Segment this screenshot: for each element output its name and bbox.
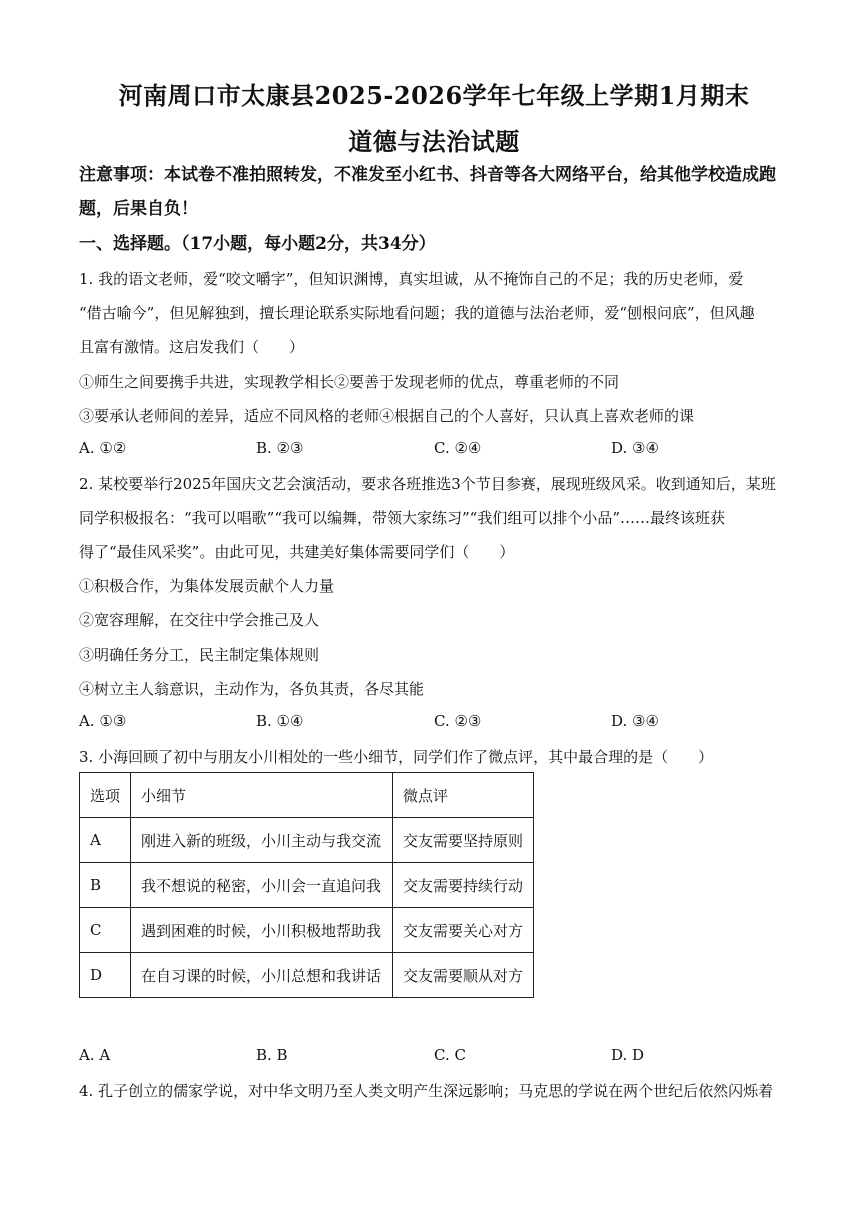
question-2-statement-2: ②宽容理解，在交往中学会推己及人 xyxy=(79,611,320,629)
option-a: A. ①③ xyxy=(79,712,127,730)
table-header-cell: 小细节 xyxy=(131,773,393,818)
table-row xyxy=(80,818,534,863)
option-b: B. ①④ xyxy=(256,712,304,730)
table-cell: 我不想说的秘密，小川会一直追问我 xyxy=(131,863,393,908)
option-c: C. ②④ xyxy=(434,439,482,457)
question-4-line-1: 4. 孔子创立的儒家学说，对中华文明乃至人类文明产生深远影响；马克思的学说在两个世纪后依然闪烁着 xyxy=(79,1082,774,1100)
section-heading: 一、选择题。（17小题，每小题2分，共34分） xyxy=(79,234,436,254)
table-cell: A xyxy=(80,818,131,863)
question-2-statement-1: ①积极合作，为集体发展贡献个人力量 xyxy=(79,577,335,595)
question-2-statement-4: ④树立主人翁意识，主动作为，各负其责，各尽其能 xyxy=(79,680,425,698)
table-header-row xyxy=(80,773,534,818)
table-row xyxy=(80,953,534,998)
question-2-options xyxy=(79,712,799,732)
table-header-cell: 选项 xyxy=(80,773,131,818)
question-2-line-2: 同学积极报名：“我可以唱歌”“我可以编舞，带领大家练习”“我们组可以排个小品”……最终该班获 xyxy=(79,509,726,527)
option-d: D. D xyxy=(611,1046,645,1064)
exam-subject-title: 道德与法治试题 xyxy=(348,127,520,156)
table-cell: 交友需要顺从对方 xyxy=(393,953,534,998)
table-cell: 刚进入新的班级，小川主动与我交流 xyxy=(131,818,393,863)
question-1-line-1: 1. 我的语文老师，爱“咬文嚼字”，但知识渊博，真实坦诚，从不掩饰自己的不足；我的历史老师，爱 xyxy=(79,270,744,288)
question-3-options xyxy=(79,1046,799,1066)
table-cell: 交友需要关心对方 xyxy=(393,908,534,953)
question-2-line-1: 2. 某校要举行2025年国庆文艺会演活动，要求各班推选3个节目参赛，展现班级风采。收到通知后，某班 xyxy=(79,475,776,493)
question-3-line-1: 3. 小海回顾了初中与朋友小川相处的一些小细节，同学们作了微点评，其中最合理的是（ ） xyxy=(79,748,714,766)
question-3-table xyxy=(79,772,534,998)
option-b: B. ②③ xyxy=(256,439,304,457)
option-c: C. ②③ xyxy=(434,712,482,730)
table-cell: 遇到困难的时候，小川积极地帮助我 xyxy=(131,908,393,953)
question-1-line-3: 且富有激情。这启发我们（ ） xyxy=(79,338,305,356)
table-cell: 在自习课的时候，小川总想和我讲话 xyxy=(131,953,393,998)
question-1-statement-1: ①师生之间要携手共进，实现教学相长②要善于发现老师的优点，尊重老师的不同 xyxy=(79,373,620,391)
question-2-statement-3: ③明确任务分工，民主制定集体规则 xyxy=(79,646,320,664)
table-header-cell: 微点评 xyxy=(393,773,534,818)
option-d: D. ③④ xyxy=(611,712,659,730)
table-cell: D xyxy=(80,953,131,998)
question-1-line-2: “借古喻今”，但见解独到，擅长理论联系实际地看问题；我的道德与法治老师，爱“刨根问底”，但风趣 xyxy=(79,304,755,322)
notice-text: 注意事项：本试卷不准拍照转发，不准发至小红书、抖音等各大网络平台，给其他学校造成跑题，后果自负！ xyxy=(79,165,776,219)
table-cell: B xyxy=(80,863,131,908)
exam-title: 河南周口市太康县2025-2026学年七年级上学期1月期末 xyxy=(118,81,750,110)
option-a: A. A xyxy=(79,1046,111,1064)
question-1-statement-2: ③要承认老师间的差异，适应不同风格的老师④根据自己的个人喜好，只认真上喜欢老师的课 xyxy=(79,407,695,425)
option-c: C. C xyxy=(434,1046,466,1064)
question-2-line-3: 得了“最佳风采奖”。由此可见，共建美好集体需要同学们（ ） xyxy=(79,543,515,561)
table-cell: 交友需要坚持原则 xyxy=(393,818,534,863)
option-b: B. B xyxy=(256,1046,288,1064)
table-cell: C xyxy=(80,908,131,953)
table-row xyxy=(80,863,534,908)
table-row xyxy=(80,908,534,953)
option-d: D. ③④ xyxy=(611,439,659,457)
option-a: A. ①② xyxy=(79,439,127,457)
table-cell: 交友需要持续行动 xyxy=(393,863,534,908)
question-1-options xyxy=(79,439,799,459)
